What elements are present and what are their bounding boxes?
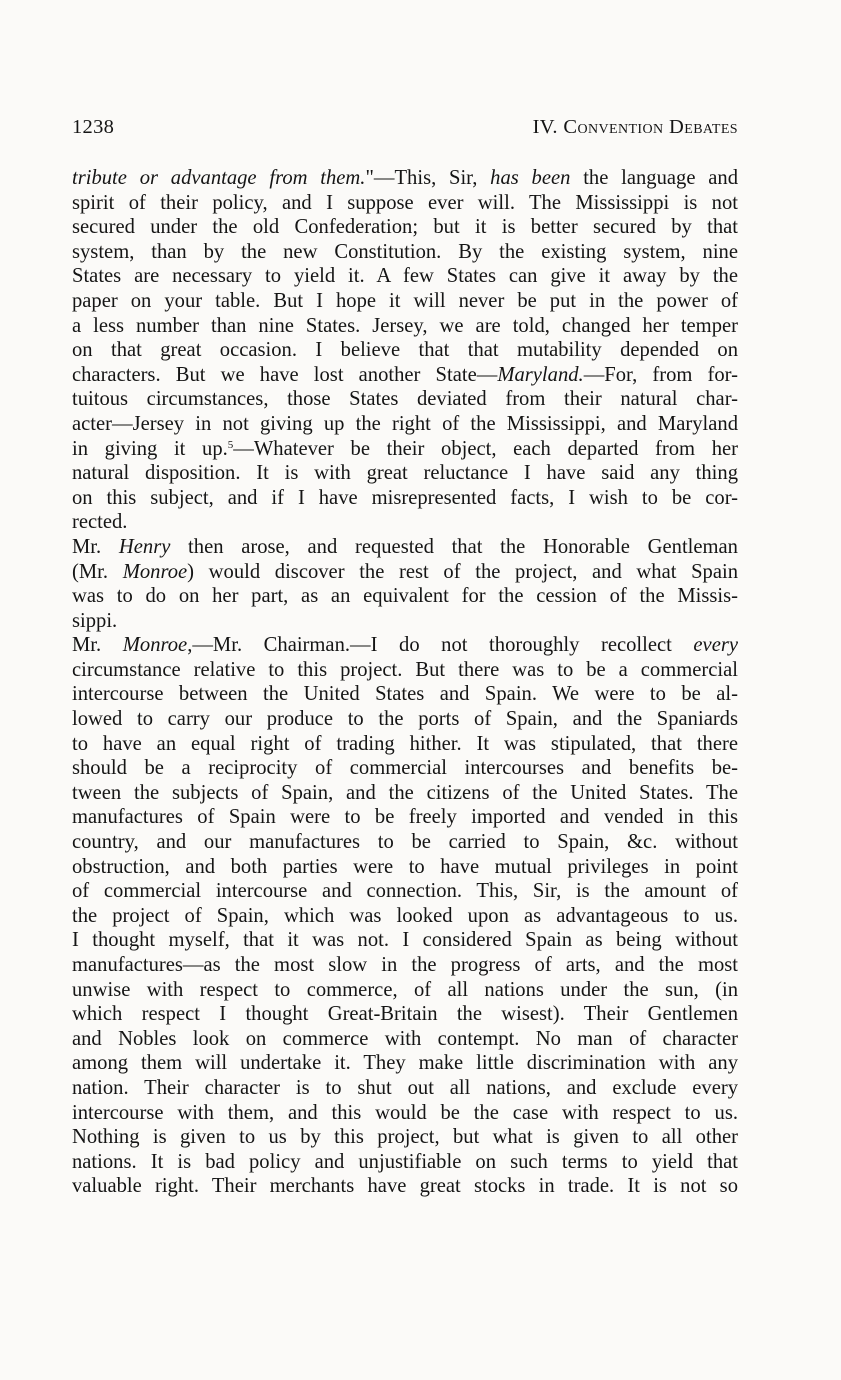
- text-line: acter—Jersey in not giving up the right of the Mississippi, and Maryland: [72, 412, 738, 435]
- page-header: [72, 116, 738, 148]
- text-line: [72, 535, 738, 560]
- text-line: and Nobles look on commerce with contempt. No man of character: [72, 1027, 738, 1050]
- text-line: should be a reciprocity of commercial intercourses and benefits be-: [72, 757, 738, 780]
- text-run: then arose, and requested that the Honorable Gentleman: [170, 535, 738, 558]
- text-line: tween the subjects of Spain, and the citizens of the United States. The: [72, 781, 738, 804]
- text-run: Mr.: [72, 634, 123, 657]
- text-line: [72, 437, 738, 462]
- text-line: to have an equal right of trading hither. It was stipulated, that there: [72, 732, 738, 755]
- text-run: in giving it up.: [72, 437, 228, 460]
- text-line: among them will undertake it. They make little discrimination with any: [72, 1052, 738, 1075]
- text-line: nations. It is bad policy and unjustifiable on such terms to yield that: [72, 1150, 738, 1173]
- text-run: —Whatever be their object, each departed from her: [233, 437, 739, 460]
- text-line: of commercial intercourse and connection. This, Sir, is the amount of: [72, 880, 738, 903]
- footnote-marker: 5: [227, 438, 234, 451]
- body-text: [72, 166, 738, 1199]
- text-line: on this subject, and if I have misrepresented facts, I wish to be cor-: [72, 486, 738, 509]
- text-line: intercourse between the United States and Spain. We were to be al-: [72, 683, 738, 706]
- italic-speaker-name: Monroe: [122, 634, 188, 657]
- text-line: on that great occasion. I believe that that mutability depended on: [72, 339, 738, 362]
- italic-state-name: Maryland.: [497, 363, 584, 386]
- text-run: the language and: [570, 167, 738, 189]
- page: [72, 116, 738, 1199]
- text-line: [72, 633, 738, 658]
- text-line: a less number than nine States. Jersey, we are told, changed her temper: [72, 314, 738, 337]
- text-line: valuable right. Their merchants have great stocks in trade. It is not so: [72, 1175, 738, 1198]
- text-line: Nothing is given to us by this project, but what is given to all other: [72, 1126, 738, 1149]
- text-line: sippi.: [72, 609, 118, 632]
- text-line: tuitous circumstances, those States deviated from their natural char-: [72, 388, 738, 411]
- text-line: manufactures of Spain were to be freely imported and vended in this: [72, 806, 738, 829]
- text-line: which respect I thought Great-Britain the wisest). Their Gentlemen: [72, 1003, 738, 1026]
- text-line: paper on your table. But I hope it will never be put in the power of: [72, 289, 738, 312]
- text-line: rected.: [72, 511, 128, 534]
- text-line: circumstance relative to this project. But there was to be a commercial: [72, 658, 738, 681]
- text-run: ) would discover the rest of the project, and what Spain: [187, 560, 738, 583]
- text-line: system, than by the new Constitution. By the existing system, nine: [72, 240, 738, 263]
- text-line: spirit of their policy, and I suppose ever will. The Mississippi is not: [72, 191, 738, 214]
- text-line: natural disposition. It is with great reluctance I have said any thing: [72, 462, 738, 485]
- italic-quote: tribute or advantage from them.: [72, 167, 366, 189]
- text-line: was to do on her part, as an equivalent for the cession of the Missis-: [72, 585, 738, 608]
- italic-speaker-name: Henry: [118, 535, 171, 558]
- text-run: Mr.: [72, 535, 119, 558]
- text-line: secured under the old Confederation; but it is better secured by that: [72, 216, 738, 239]
- text-line: I thought myself, that it was not. I considered Spain as being without: [72, 929, 738, 952]
- text-line: obstruction, and both parties were to have mutual privileges in point: [72, 855, 738, 878]
- text-line: States are necessary to yield it. A few States can give it away by the: [72, 265, 738, 288]
- page-number: 1238: [72, 116, 115, 138]
- text-line: country, and our manufactures to be carried to Spain, &c. without: [72, 831, 738, 854]
- text-line: nation. Their character is to shut out all nations, and exclude every: [72, 1076, 738, 1099]
- text-line: the project of Spain, which was looked upon as advantageous to us.: [72, 904, 738, 927]
- text-run: "—This, Sir,: [365, 167, 491, 189]
- text-line: manufactures—as the most slow in the progress of arts, and the most: [72, 954, 738, 976]
- text-run: ,—Mr. Chairman.—I do not thoroughly recollect: [187, 634, 694, 657]
- text-line: lowed to carry our produce to the ports of Spain, and the Spaniards: [72, 708, 738, 731]
- running-head: IV. Convention Debates: [532, 116, 738, 138]
- italic-emphasis: has been: [490, 167, 571, 189]
- text-line: [72, 560, 738, 585]
- text-run: —For, from for-: [583, 363, 738, 386]
- text-run: characters. But we have lost another State—: [72, 363, 498, 386]
- text-run: (Mr.: [72, 560, 123, 583]
- italic-emphasis: every: [693, 634, 738, 657]
- text-line: intercourse with them, and this would be the case with respect to us.: [72, 1101, 738, 1124]
- text-line: [72, 363, 738, 388]
- text-line: [72, 166, 738, 191]
- text-line: unwise with respect to commerce, of all nations under the sun, (in: [72, 978, 738, 1001]
- italic-speaker-name: Monroe: [122, 560, 188, 583]
